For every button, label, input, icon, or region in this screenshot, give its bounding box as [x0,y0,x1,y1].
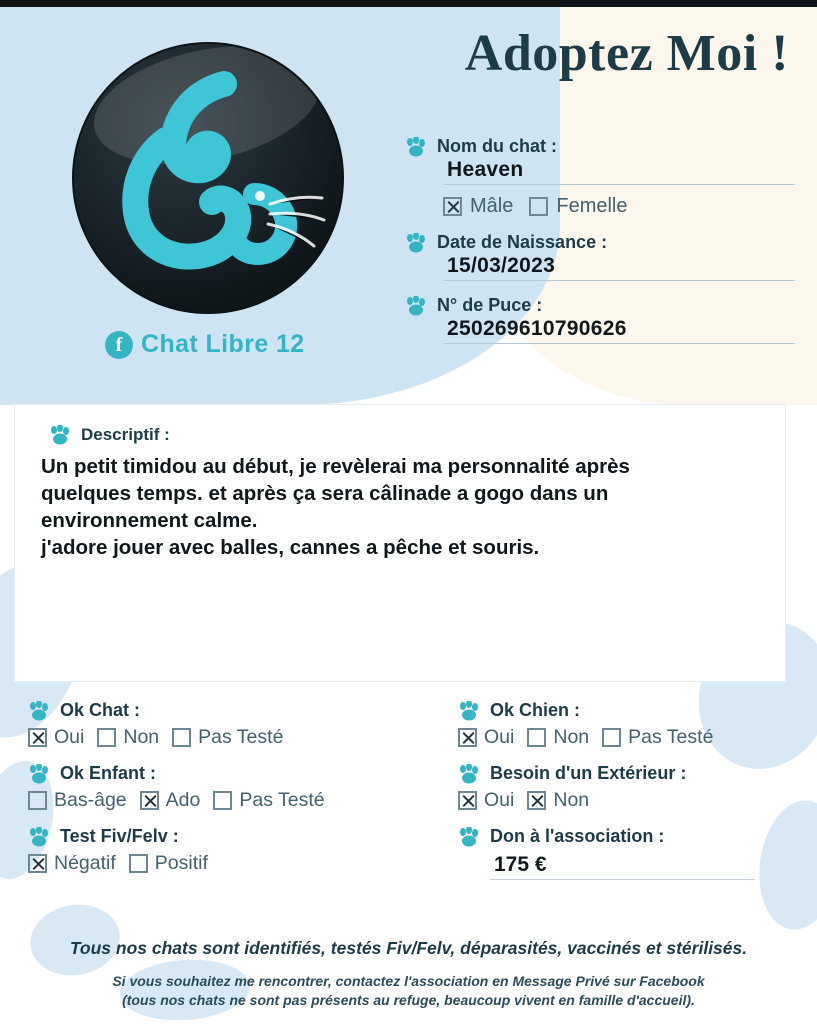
don-value[interactable]: 175 € [490,852,755,880]
paw-icon [405,233,427,253]
brand[interactable] [105,330,305,359]
description-panel [14,404,786,682]
option-label: Pas Testé [628,726,714,748]
option[interactable] [28,726,84,749]
exterieur-options [458,789,788,812]
paw-icon [405,137,427,157]
don-label-row [458,826,788,847]
option[interactable] [213,789,324,812]
page-title: Adoptez Moi ! [464,25,789,82]
option-label: Pas Testé [198,726,284,748]
checkbox-ok-enfant-bas-age[interactable] [28,791,47,810]
option[interactable] [172,726,283,749]
paw-icon [28,764,50,784]
paw-icon [28,827,50,847]
option-label: Non [553,726,590,748]
facebook-icon: f [105,331,133,359]
description-line: j'adore jouer avec balles, cannes a pêche et souris. [41,536,540,560]
footer-line: (tous nos chats ne sont pas présents au refuge, beaucoup vivent en famille d'accueil). [122,991,695,1008]
checkbox-exterieur-non[interactable] [527,791,546,810]
ok-chat-options [28,726,458,749]
fiv-felv-label-row [28,826,458,847]
description-label-row [49,425,785,445]
paw-icon [405,296,427,316]
cat-info-fields [405,136,795,344]
criteria-grid [28,700,788,880]
criteria-ok-chat [28,700,458,749]
exterieur-label-row [458,763,788,784]
option[interactable] [140,789,201,812]
checkbox-ok-chat-non[interactable] [97,728,116,747]
gender-male-option[interactable] [443,195,513,218]
option[interactable] [28,789,127,812]
name-label-row [405,136,795,157]
checkbox-ok-chien-non[interactable] [527,728,546,747]
checkbox-female[interactable] [529,197,548,216]
checkbox-exterieur-oui[interactable] [458,791,477,810]
cat-name-value[interactable]: Heaven [443,157,795,185]
description-line: environnement calme. [41,509,258,533]
checkbox-male[interactable] [443,197,462,216]
paw-icon [28,701,50,721]
checkbox-fiv-negatif[interactable] [28,854,47,873]
ok-chien-options [458,726,788,749]
description-line: Un petit timidou au début, je revèlerai ma personnalité après [41,455,630,478]
brand-name: Chat Libre 12 [141,330,305,358]
ok-enfant-options [28,789,458,812]
ok-chien-label: Ok Chien : [490,700,581,720]
fiv-felv-options [28,852,458,875]
top-bar [0,0,817,7]
footer-line: Si vous souhaitez me rencontrer, contactez l'association en Message Privé sur Facebook [112,973,705,989]
birth-label-row [405,232,795,253]
option[interactable] [97,726,159,749]
checkbox-ok-chat-pas-teste[interactable] [172,728,191,747]
option-label: Non [123,726,160,748]
option-label: Non [553,789,590,811]
association-logo [72,42,344,314]
chip-value[interactable]: 250269610790626 [443,316,795,344]
option-label: Positif [154,852,208,874]
criteria-don [458,826,788,880]
checkbox-ok-chat-oui[interactable] [28,728,47,747]
option[interactable] [602,726,713,749]
fiv-felv-label: Test Fiv/Felv : [60,826,179,846]
option-label: Oui [54,726,85,748]
option-label: Oui [484,726,515,748]
birth-label: Date de Naissance : [437,232,608,252]
option[interactable] [458,789,514,812]
option[interactable] [527,789,589,812]
gender-female-label: Femelle [556,195,628,217]
paw-icon [458,827,480,847]
option-label: Pas Testé [239,789,325,811]
gender-male-label: Mâle [470,195,514,217]
paw-icon [458,701,480,721]
description-label: Descriptif : [81,425,170,444]
chip-label: N° de Puce : [437,295,543,315]
exterieur-label: Besoin d'un Extérieur : [490,763,687,783]
name-label: Nom du chat : [437,136,557,156]
criteria-fiv-felv [28,826,458,880]
option[interactable] [458,726,514,749]
gender-female-option[interactable] [529,195,627,218]
option-label: Oui [484,789,515,811]
gender-options [443,195,795,218]
birth-value[interactable]: 15/03/2023 [443,253,795,281]
don-label: Don à l'association : [490,826,665,846]
criteria-ok-chien [458,700,788,749]
description-text[interactable] [41,453,759,561]
criteria-ok-enfant [28,763,458,812]
chip-label-row [405,295,795,316]
ok-chat-label-row [28,700,458,721]
checkbox-ok-enfant-ado[interactable] [140,791,159,810]
ok-enfant-label-row [28,763,458,784]
criteria-exterieur [458,763,788,812]
option-label: Négatif [54,852,116,874]
checkbox-ok-chien-pas-teste[interactable] [602,728,621,747]
option[interactable] [28,852,116,875]
ok-chien-label-row [458,700,788,721]
checkbox-fiv-positif[interactable] [129,854,148,873]
footer-note-secondary [0,972,817,1010]
description-line: quelques temps. et après ça sera câlinade a gogo dans un [41,482,609,506]
ok-chat-label: Ok Chat : [60,700,141,720]
ok-enfant-label: Ok Enfant : [60,763,157,783]
checkbox-ok-enfant-pas-teste[interactable] [213,791,232,810]
option[interactable] [527,726,589,749]
option-label: Bas-âge [54,789,127,811]
option-label: Ado [165,789,201,811]
paw-icon [458,764,480,784]
checkbox-ok-chien-oui[interactable] [458,728,477,747]
footer-note-main: Tous nos chats sont identifiés, testés Fiv/Felv, déparasités, vaccinés et stérilisés. [69,938,748,958]
cat-logo-icon [74,44,344,314]
paw-icon [49,425,71,445]
option[interactable] [129,852,208,875]
